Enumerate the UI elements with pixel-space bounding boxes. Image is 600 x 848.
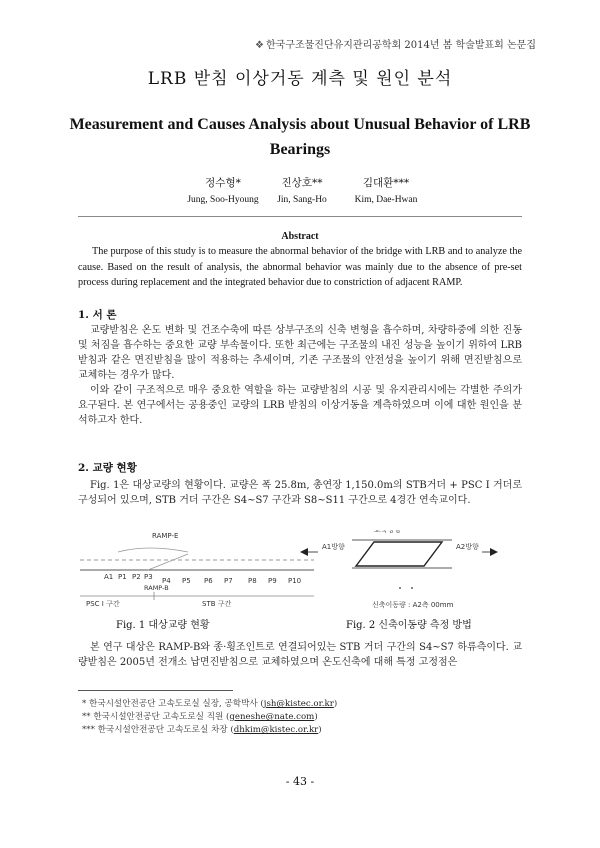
figure-2-diagram [300, 530, 498, 609]
pier-label-p2: P2 [132, 573, 141, 581]
author-2-en: Jin, Sang-Ho [277, 195, 327, 205]
section-2-heading: 2. 교량 현황 [78, 462, 137, 474]
ramp-b-label: RAMP-B [144, 584, 169, 592]
header-text: 한국구조물진단유지관리공학회 2014년 봄 학술발표회 논문집 [265, 40, 536, 51]
psc-section-label: PSC I 구간 [86, 600, 120, 608]
footnote-3-email[interactable]: dhkim@kistec.or.kr [233, 725, 319, 735]
closing-paragraph [78, 640, 522, 670]
author-2-kr: 진상호** [281, 177, 323, 189]
ramp-e-label: RAMP-E [152, 532, 179, 540]
title-korean: LRB 받침 이상거동 계측 및 원인 분석 [147, 69, 453, 89]
abstract-heading: Abstract [281, 231, 319, 242]
measure-label: 신축이동량 : A2측 00mm [372, 601, 454, 609]
footnote-2 [82, 710, 318, 722]
section-1-heading: 1. 서 론 [78, 309, 117, 321]
pier-label-p9: P9 [268, 577, 277, 585]
author-1-kr: 정수형* [205, 177, 241, 189]
pier-label-a1: A1 [104, 573, 114, 581]
footnote-2-email[interactable]: geneshe@nate.com [229, 712, 315, 722]
author-1 [178, 175, 268, 205]
section-1-paragraph-1: 교량받침은 온도 변화 및 건조수축에 따른 상부구조의 신축 변형을 흡수하며, 차량하중에 의한 진동 및 처짐을 흡수하는 중요한 교량 부속물이다. 또한 최근에는 구조물의 내진 성능을 높이기 위하여 LRB 받침과 같은 면진받침을 많이 적용하는 추세이며, 기존 구조물의 안전성을 높이기 위해 면진받침으로 교체하는 경우가 많다. [78, 325, 522, 381]
page-number: - 43 - [285, 775, 315, 788]
header-bullet-icon: ❖ [255, 40, 264, 51]
abstract-body: The purpose of this study is to measure the abnormal behavior of the bridge with LRB and to analyze the cause. Based on the result of analysis, the abnormal behavior was mainly due to the absence of pre-set process during replacement and the integrated behavior due to constriction of adjacent RAMP. [78, 246, 522, 288]
pier-label-p6: P6 [204, 577, 213, 585]
footnote-3-text: 한국시설안전공단 고속도로실 차장 ( [97, 725, 234, 735]
figure-2-caption: Fig. 2 신축이동량 측정 방법 [346, 620, 472, 631]
title-english: Measurement and Causes Analysis about Unusual Behavior of LRB Bearings [69, 116, 531, 158]
running-header [255, 36, 536, 51]
pier-label-p7: P7 [224, 577, 233, 585]
figure-1-diagram [80, 532, 314, 608]
footnote-2-close: ) [314, 712, 318, 722]
footnote-3 [82, 723, 322, 735]
footnote-2-mark: ** [82, 712, 91, 722]
divider [78, 216, 522, 217]
footnote-1-mark: * [82, 699, 87, 709]
pier-label-p4: P4 [162, 577, 171, 585]
footnote-1-text: 한국시설안전공단 고속도로실 실장, 공학박사 ( [89, 699, 264, 709]
footnote-3-close: ) [318, 725, 322, 735]
footnote-rule [78, 690, 233, 691]
axis-direction-label: 교축방향 [374, 530, 402, 534]
footnote-2-text: 한국시설안전공단 고속도로실 직원 ( [93, 712, 230, 722]
footnote-1-email[interactable]: jsh@kistec.or.kr [263, 699, 334, 709]
author-3 [340, 175, 432, 205]
author-3-kr: 김대환*** [362, 177, 410, 189]
a1-direction-label: A1방향 [322, 543, 345, 551]
author-1-en: Jung, Soo-Hyoung [187, 195, 259, 205]
pier-label-p8: P8 [248, 577, 257, 585]
section-1-paragraph-2: 이와 같이 구조적으로 매우 중요한 역할을 하는 교량받침의 시공 및 유지관리시에는 각별한 주의가 요구된다. 본 연구에서는 공용중인 교량의 LRB 받침의 이상거동을 계측하였으며 이에 대한 원인을 분석하고자 한다. [78, 385, 522, 426]
footnote-3-mark: *** [82, 725, 95, 735]
figure-1-caption: Fig. 1 대상교량 현황 [116, 620, 210, 631]
pier-label-p3: P3 [144, 573, 153, 581]
footnote-1 [82, 697, 337, 709]
author-3-en: Kim, Dae-Hwan [354, 195, 418, 205]
section-2-body [78, 478, 522, 508]
pier-label-p5: P5 [182, 577, 191, 585]
a2-direction-label: A2방향 [456, 543, 479, 551]
section-1-body [78, 323, 522, 428]
author-2 [262, 175, 342, 205]
stb-section-label: STB 구간 [202, 600, 232, 608]
pier-label-p1: P1 [118, 573, 127, 581]
section-2-paragraph-1: Fig. 1은 대상교량의 현황이다. 교량은 폭 25.8m, 총연장 1,150.0m의 STB거더 + PSC I 거더로 구성되어 있으며, STB 거더 구간은 S4~S7 구간과 S8~S11 구간으로 4경간 연속교이다. [78, 480, 522, 506]
closing-text: 본 연구 대상은 RAMP-B와 종·횡조인트로 연결되어있는 STB 거더 구간의 S4~S7 하류측이다. 교량받침은 2005년 전개소 납면진받침으로 교체하였으며 온도신축에 대해 특정 고정점은 [78, 642, 522, 668]
pier-label-p10: P10 [288, 577, 302, 585]
footnote-1-close: ) [333, 699, 338, 709]
